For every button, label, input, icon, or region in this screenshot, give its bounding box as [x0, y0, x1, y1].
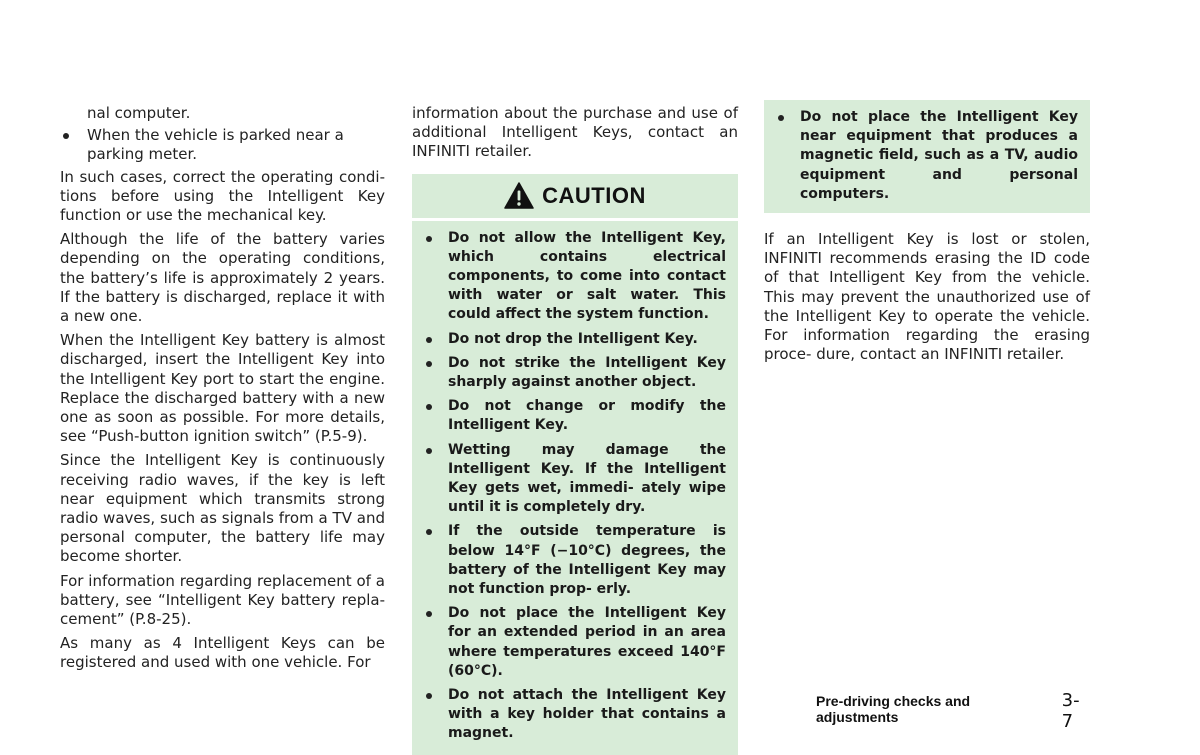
bullet-dot-icon — [426, 361, 432, 367]
caution-text: Do not place the Intelligent Key for an extended period in an area where temperatures exceed 140°F (60°C). — [448, 605, 726, 679]
bullet-dot-icon — [426, 529, 432, 535]
page-footer — [816, 690, 1090, 732]
caution-item — [424, 330, 726, 349]
bullet-text: When the vehicle is parked near a — [87, 126, 344, 145]
caution-item — [424, 522, 726, 599]
caution-item — [424, 397, 726, 435]
bullet-dot-icon — [63, 133, 69, 139]
column-middle — [412, 104, 738, 755]
bullet-item — [60, 126, 385, 164]
column-right — [764, 104, 1090, 369]
paragraph: information about the purchase and use of additional Intelligent Keys, contact an INFINITI retailer. — [412, 104, 738, 161]
caution-text: Do not drop the Intelligent Key. — [448, 330, 698, 347]
bullet-text: parking meter. — [87, 145, 198, 164]
paragraph: Although the life of the battery varies depending on the operating conditions, the battery’s life is approximately 2 years. If the battery is discharged, replace it with a new one. — [60, 230, 385, 326]
bullet-dot-icon — [426, 404, 432, 410]
caution-text: Do not change or modify the Intelligent Key. — [448, 398, 726, 434]
bullet-continuation: nal computer. — [87, 104, 191, 122]
bullet-dot-icon — [426, 693, 432, 699]
caution-item — [424, 229, 726, 325]
warning-triangle-icon — [504, 182, 534, 209]
bullet-dot-icon — [778, 115, 784, 121]
caution-item — [424, 441, 726, 518]
paragraph: When the Intelligent Key battery is almost discharged, insert the Intelligent Key into the Intelligent Key port to start the engine. Replace the discharged battery with a new one as soon as possible. For more details, see “Push-button ignition switch” (P.5-9). — [60, 331, 385, 446]
paragraph: In such cases, correct the operating condi- tions before using the Intelligent Key function or use the mechanical key. — [60, 167, 385, 225]
column-left — [60, 104, 385, 678]
caution-title: CAUTION — [542, 183, 646, 208]
paragraph: Since the Intelligent Key is continuously receiving radio waves, if the key is left near equipment which transmits strong radio waves, such as signals from a TV and personal computer, the battery life may become shorter. — [60, 451, 385, 566]
caution-text: Wetting may damage the Intelligent Key. If the Intelligent Key gets wet, immedi- ately wipe until it is completely dry. — [448, 441, 726, 516]
paragraph: For information regarding replacement of a battery, see “Intelligent Key battery repla- cement” (P.8-25). — [60, 571, 385, 629]
section-title: Pre-driving checks and adjustments — [816, 693, 971, 725]
bullet-dot-icon — [426, 337, 432, 343]
paragraph: If an Intelligent Key is lost or stolen, INFINITI recommends erasing the ID code of that Intelligent Key from the vehicle. This may prevent the unauthorized use of the Intelligent Key to operate the vehicle. For information regarding the erasing proce- dure, contact an INFINITI retailer. — [764, 230, 1090, 364]
caution-item — [424, 686, 726, 744]
caution-text: Do not strike the Intelligent Key sharply against another object. — [448, 354, 726, 391]
caution-item — [776, 108, 1078, 204]
caution-box — [412, 174, 738, 755]
caution-header — [412, 174, 738, 221]
caution-text: If the outside temperature is below 14°F (−10°C) degrees, the battery of the Intelligent Key may not function prop- erly. — [448, 523, 726, 598]
caution-item — [424, 604, 726, 681]
caution-text: Do not place the Intelligent Key near equipment that produces a magnetic field, such as a TV, audio equipment and personal computers. — [800, 109, 1078, 202]
caution-text: Do not allow the Intelligent Key, which contains electrical components, to come into contact with water or salt water. This could affect the system function. — [448, 229, 726, 323]
bullet-dot-icon — [426, 611, 432, 617]
page-number: 3-7 — [1061, 690, 1080, 732]
caution-list — [424, 229, 726, 744]
bullet-dot-icon — [426, 448, 432, 454]
caution-box-continued — [764, 100, 1090, 213]
bullet-dot-icon — [426, 236, 432, 242]
paragraph: As many as 4 Intelligent Keys can be registered and used with one vehicle. For — [60, 634, 385, 672]
caution-item — [424, 354, 726, 392]
caution-text: Do not attach the Intelligent Key with a key holder that contains a magnet. — [448, 687, 726, 742]
